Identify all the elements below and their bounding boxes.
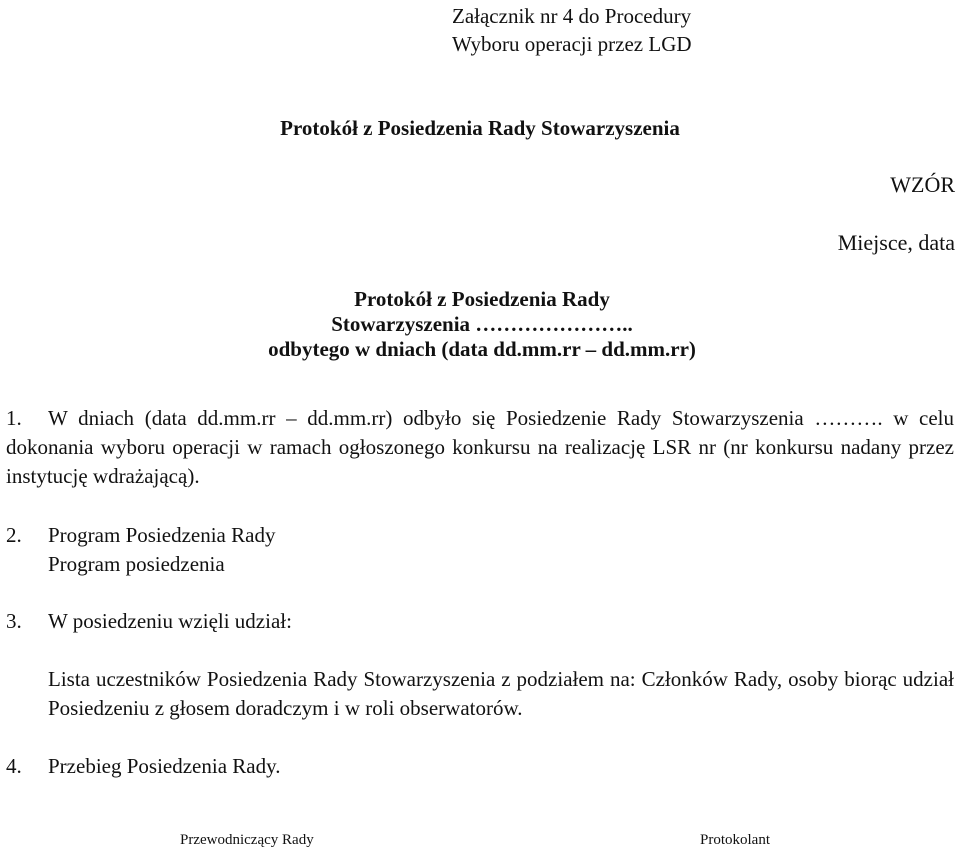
protocol-heading-line-3: odbytego w dniach (data dd.mm.rr – dd.mm.rr)	[268, 337, 696, 361]
annex-note	[452, 2, 782, 58]
section-2-title: Program Posiedzenia Rady	[48, 523, 276, 547]
section-2	[6, 521, 954, 579]
document-title: Protokół z Posiedzenia Rady Stowarzyszenia	[280, 116, 680, 140]
protocol-heading-line-2: Stowarzyszenia …………………..	[331, 312, 633, 336]
section-4-title: Przebieg Posiedzenia Rady.	[48, 754, 281, 778]
protocol-heading	[232, 287, 732, 362]
section-1-number: 1.	[6, 406, 22, 430]
section-4	[6, 752, 954, 781]
annex-line-2: Wyboru operacji przez LGD	[452, 32, 692, 56]
chair-signature-label: Przewodniczący Rady	[180, 832, 314, 848]
section-1-text: W dniach (data dd.mm.rr – dd.mm.rr) odbyło się Posiedzenie Rady Stowarzyszenia ………. w celu dokonania wyboru operacji w ramach ogłoszonego konkursu na realizację LSR nr (nr konkursu nadany przez instytucję wdrażającą).	[6, 406, 954, 488]
section-3	[6, 607, 954, 636]
section-3-number: 3.	[6, 609, 22, 633]
section-3-body: Lista uczestników Posiedzenia Rady Stowarzyszenia z podziałem na: Członków Rady, osoby biorąc udział Posiedzeniu z głosem doradczym i w roli obserwatorów.	[48, 667, 954, 720]
place-date-label: Miejsce, data	[837, 230, 955, 255]
section-3-title: W posiedzeniu wzięli udział:	[48, 609, 292, 633]
annex-line-1: Załącznik nr 4 do Procedury	[452, 4, 692, 28]
protocol-heading-line-1: Protokół z Posiedzenia Rady	[354, 287, 610, 311]
template-label: WZÓR	[890, 172, 955, 197]
section-1	[6, 404, 954, 491]
recorder-signature-label: Protokolant	[700, 832, 770, 848]
section-2-subtitle: Program posiedzenia	[48, 552, 225, 576]
section-2-number: 2.	[6, 523, 22, 547]
section-4-number: 4.	[6, 754, 22, 778]
